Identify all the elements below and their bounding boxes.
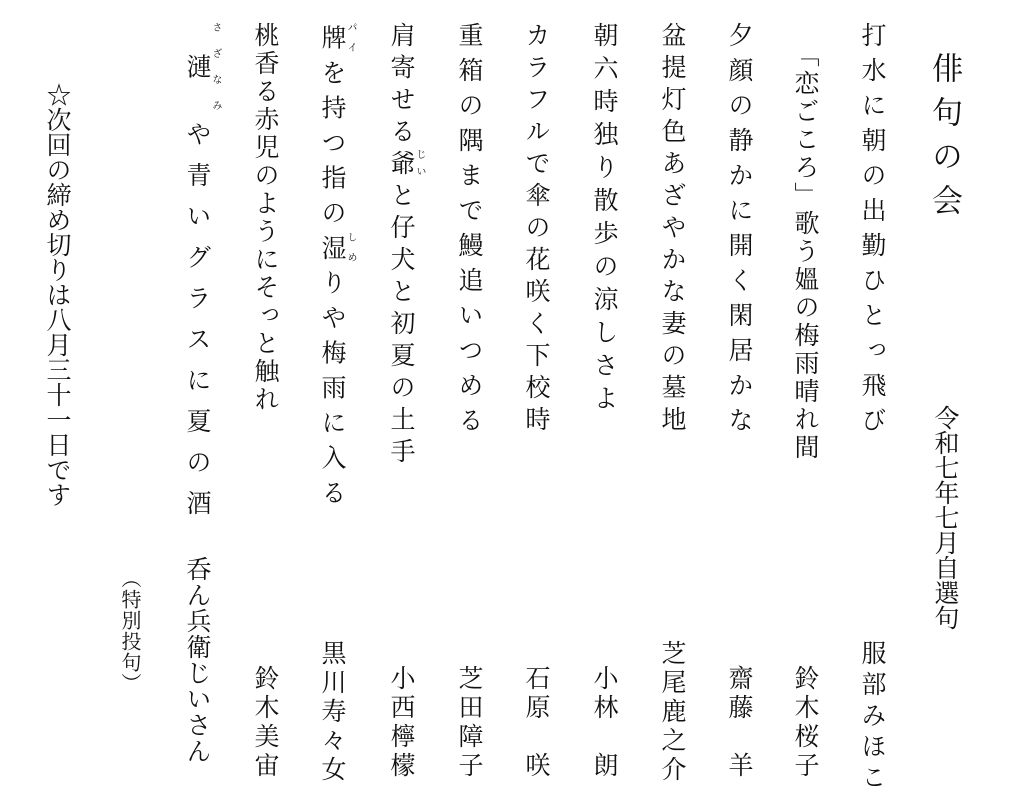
special-submission-label: （特別投句） — [118, 568, 142, 694]
haiku-text: 重箱の隅まで鰻追いつめる — [455, 22, 484, 442]
haiku-text: カラフルで傘の花咲く下校時 — [522, 22, 551, 438]
haiku-author: 齋藤 羊 — [725, 665, 754, 781]
haiku-text: 肩寄せる爺じいと仔犬と初夏の土手 — [387, 22, 425, 470]
haiku-text: 夕顔の静かに開く閑居かな — [725, 22, 754, 442]
deadline-note: ☆次回の締め切りは八月三十一日です — [43, 82, 72, 507]
haiku-author: 石原 咲 — [522, 665, 551, 781]
haiku-text: 打水に朝の出勤ひとっ飛び — [858, 22, 887, 442]
haiku-text: 「恋ごころ」歌う媼の梅雨晴れ間 — [791, 42, 820, 462]
haiku-text: 桃香る赤児のようにそっと触れ — [251, 22, 280, 414]
haiku-author: 鈴木桜子 — [791, 665, 820, 781]
haiku-author: 服部みほこ — [858, 640, 887, 795]
haiku-text: 漣さざなみや青いグラスに夏の酒 — [183, 22, 221, 531]
haiku-author: 芝尾鹿之介 — [658, 640, 687, 785]
haiku-author: 小西檸檬 — [387, 665, 416, 781]
haiku-author: 鈴木美宙 — [251, 665, 280, 781]
page-title: 俳句の会 — [926, 52, 962, 228]
haiku-text: 朝六時独り散歩の涼しさよ — [590, 22, 619, 418]
haiku-author: 芝田障子 — [455, 665, 484, 781]
haiku-author: 小林 朗 — [590, 665, 619, 781]
issue-date: 令和七年七月自選句 — [931, 405, 960, 630]
haiku-author: 呑ん兵衛じいさん — [183, 556, 212, 764]
haiku-text: 牌パイを持つ指の湿しめりや梅雨に入る — [318, 22, 356, 515]
haiku-text: 盆提灯色あざやかな妻の墓地 — [658, 22, 687, 438]
haiku-author: 黒川寿々女 — [318, 640, 347, 785]
